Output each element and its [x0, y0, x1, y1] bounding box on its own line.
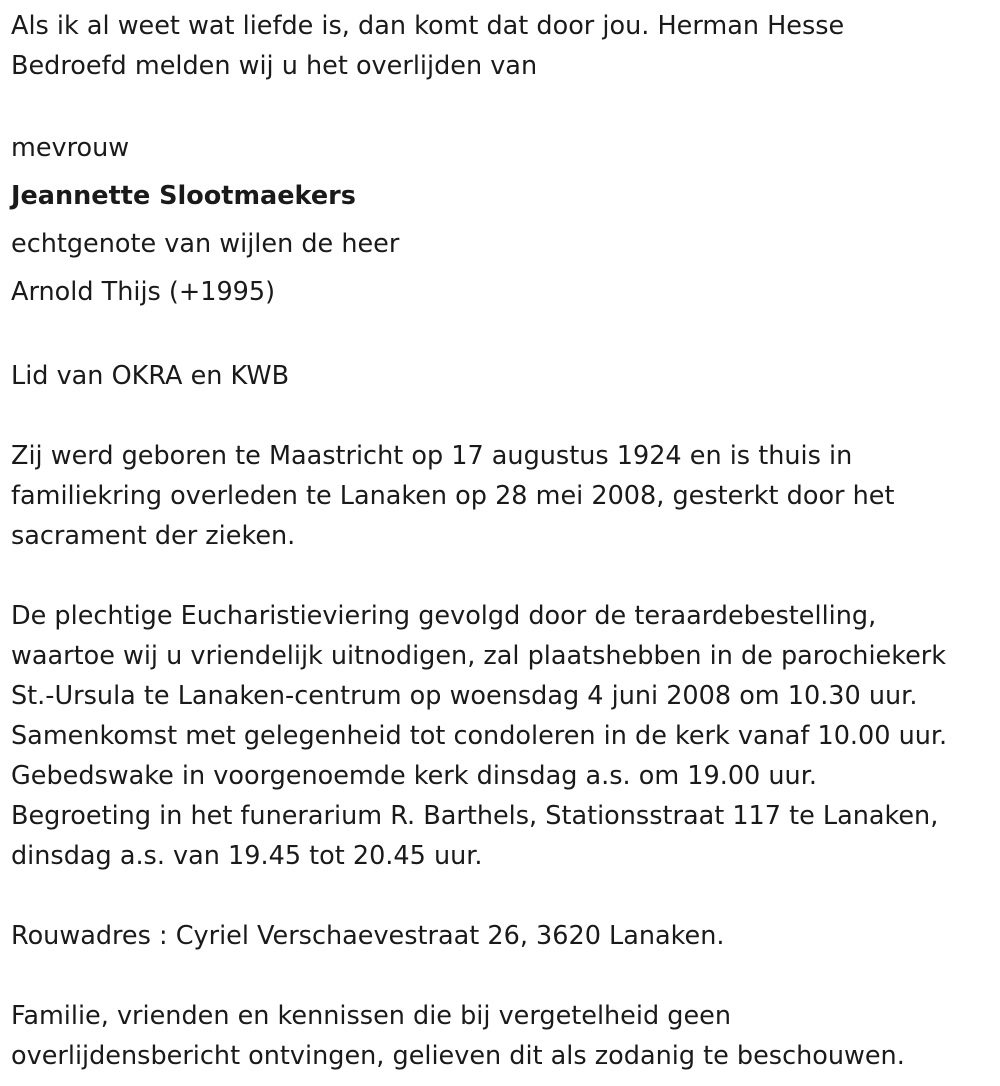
ceremony-paragraph	[11, 596, 1000, 876]
paragraph-line: Familie, vrienden en kennissen die bij vergetelheid geen	[11, 1001, 731, 1031]
paragraph-line: waartoe wij u vriendelijk uitnodigen, zal plaatshebben in de parochiekerk	[11, 641, 947, 671]
paragraph-line: sacrament der zieken.	[11, 521, 296, 551]
spacer	[11, 556, 1000, 596]
paragraph-line: dinsdag a.s. van 19.45 tot 20.45 uur.	[11, 841, 483, 871]
spacer	[11, 956, 1000, 996]
membership-line: Lid van OKRA en KWB	[11, 361, 290, 391]
address-line: Rouwadres : Cyriel Verschaevestraat 26, 3620 Lanaken.	[11, 921, 725, 951]
quote-line: Als ik al weet wat liefde is, dan komt dat door jou. Herman Hesse	[11, 11, 845, 41]
salutation: mevrouw	[11, 133, 130, 163]
paragraph-line: Zij werd geboren te Maastricht op 17 augustus 1924 en is thuis in	[11, 441, 853, 471]
spouse-line-1: echtgenote van wijlen de heer	[11, 229, 400, 259]
birth-death-paragraph	[11, 436, 1000, 556]
paragraph-line: St.-Ursula te Lanaken-centrum op woensdag 4 juni 2008 om 10.30 uur.	[11, 681, 918, 711]
paragraph-line: overlijdensbericht ontvingen, gelieven dit als zodanig te beschouwen.	[11, 1041, 905, 1071]
spouse-line-2: Arnold Thijs (+1995)	[11, 277, 276, 307]
deceased-name: Jeannette Slootmaekers	[11, 181, 356, 211]
closing-paragraph	[11, 996, 1000, 1076]
paragraph-line: familiekring overleden te Lanaken op 28 mei 2008, gesterkt door het	[11, 481, 895, 511]
paragraph-line: De plechtige Eucharistieviering gevolgd door de teraardebestelling,	[11, 601, 877, 631]
spacer	[11, 876, 1000, 916]
paragraph-line: Begroeting in het funerarium R. Barthels, Stationsstraat 117 te Lanaken,	[11, 801, 939, 831]
intro-line: Bedroefd melden wij u het overlijden van	[11, 51, 538, 81]
spacer	[11, 86, 1000, 124]
paragraph-line: Samenkomst met gelegenheid tot condoleren in de kerk vanaf 10.00 uur.	[11, 721, 948, 751]
spacer	[11, 316, 1000, 356]
spacer	[11, 396, 1000, 436]
paragraph-line: Gebedswake in voorgenoemde kerk dinsdag a.s. om 19.00 uur.	[11, 761, 817, 791]
